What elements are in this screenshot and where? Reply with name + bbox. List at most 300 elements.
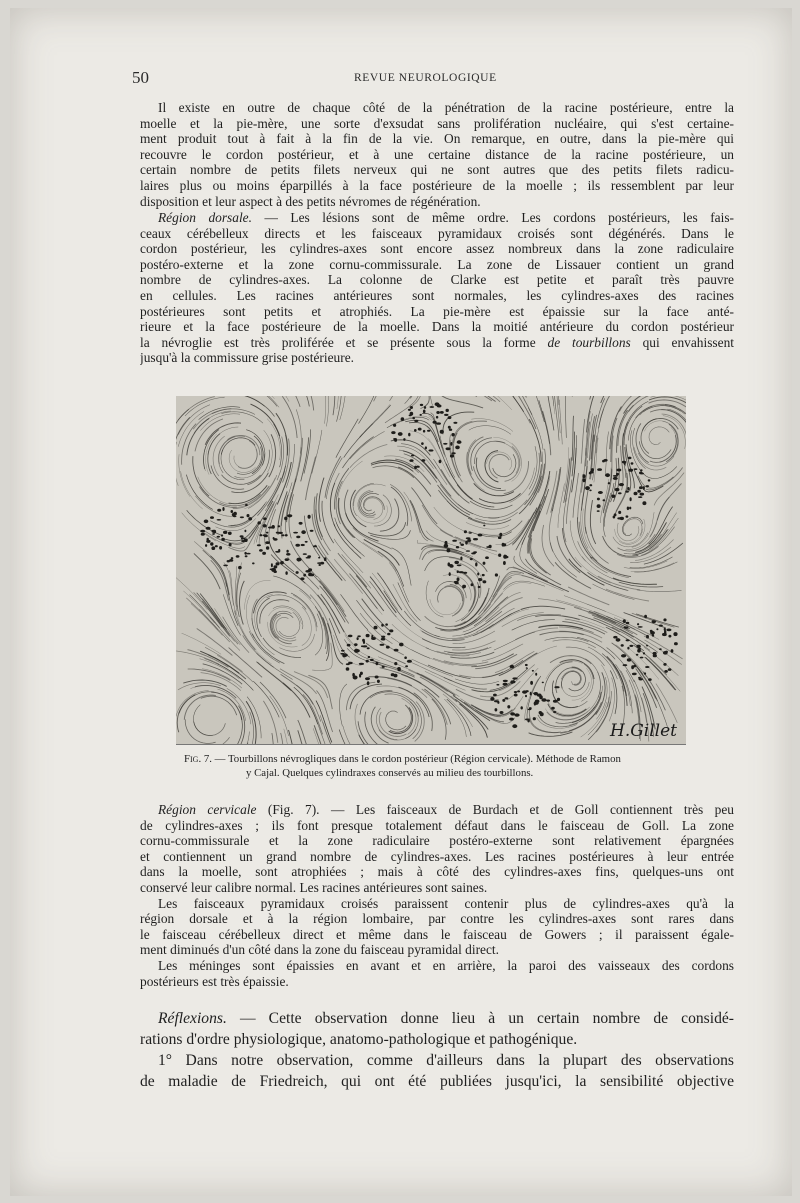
cell-nucleus <box>271 568 276 572</box>
cell-nucleus <box>459 571 464 573</box>
cell-nucleus <box>340 653 344 655</box>
cell-nucleus <box>617 517 621 519</box>
cell-nucleus <box>626 622 630 624</box>
cell-nucleus <box>514 691 517 693</box>
cell-nucleus <box>467 539 471 542</box>
cell-nucleus <box>357 635 361 637</box>
text-line: la névroglie est très proliférée et se présente sous la forme de tourbillons qui envahissent <box>140 334 734 350</box>
cell-nucleus <box>271 563 273 567</box>
cell-nucleus <box>296 536 300 539</box>
cell-nucleus <box>640 473 644 475</box>
cell-nucleus <box>664 632 666 635</box>
cell-nucleus <box>618 492 622 494</box>
cell-nucleus <box>435 402 440 406</box>
cell-nucleus <box>583 474 586 478</box>
cell-nucleus <box>386 646 390 649</box>
cell-nucleus <box>637 490 641 493</box>
cell-nucleus <box>640 493 645 496</box>
cell-nucleus <box>244 530 246 533</box>
cell-nucleus <box>627 507 629 511</box>
section-heading-reflexions: Réflexions. <box>158 1010 227 1027</box>
cell-nucleus <box>533 717 536 720</box>
text-line: postéro-externe et la zone cornu-commissurale. La zone de Lissauer contient un grand <box>140 256 734 272</box>
cell-nucleus <box>425 446 427 449</box>
cell-nucleus <box>275 551 280 553</box>
cell-nucleus <box>668 668 672 671</box>
cell-nucleus <box>352 673 355 677</box>
cell-nucleus <box>393 424 396 427</box>
cell-nucleus <box>503 680 508 682</box>
cell-nucleus <box>266 532 268 534</box>
cell-nucleus <box>371 637 376 640</box>
cell-nucleus <box>454 581 459 583</box>
text-line: moelle et la pie-mère, une sorte d'exsudat sans prolifération nucléaire, qui s'est certaine- <box>140 115 734 131</box>
cell-nucleus <box>455 446 460 450</box>
cell-nucleus <box>532 670 534 672</box>
cell-nucleus <box>498 536 502 539</box>
cell-nucleus <box>499 533 502 537</box>
cell-nucleus <box>514 694 518 697</box>
cell-nucleus <box>478 586 481 588</box>
cell-nucleus <box>440 411 444 414</box>
cell-nucleus <box>475 563 477 567</box>
cell-nucleus <box>205 544 207 547</box>
histology-figure <box>176 396 686 745</box>
cell-nucleus <box>308 515 311 519</box>
cell-nucleus <box>212 533 215 535</box>
cell-nucleus <box>440 430 444 434</box>
text-line: Les faisceaux pyramidaux croisés paraissent contenir plus de cylindres-axes qu'à la <box>158 895 734 911</box>
cell-nucleus <box>420 404 423 406</box>
text-line: rations d'ordre physiologique, anatomo-pathologique et pathogénique. <box>140 1031 578 1048</box>
cell-nucleus <box>259 534 262 536</box>
cell-nucleus <box>659 625 663 627</box>
cell-nucleus <box>663 651 668 655</box>
cell-nucleus <box>454 561 459 564</box>
cell-nucleus <box>217 519 222 521</box>
cell-nucleus <box>466 537 471 539</box>
cell-nucleus <box>446 447 451 450</box>
text-line: ceaux cérébelleux directs et les faisceaux pyramidaux croisés sont dégénérés. Dans le <box>140 225 734 241</box>
cell-nucleus <box>460 544 464 546</box>
cell-nucleus <box>295 544 300 547</box>
cell-nucleus <box>478 534 483 537</box>
cell-nucleus <box>483 580 487 583</box>
cell-nucleus <box>247 514 250 517</box>
cell-nucleus <box>429 449 434 451</box>
cell-nucleus <box>286 550 288 553</box>
cell-nucleus <box>457 440 462 444</box>
cell-nucleus <box>215 545 218 547</box>
cell-nucleus <box>305 541 308 543</box>
cell-nucleus <box>414 466 417 470</box>
text-line: ment diminués d'un côté dans la zone du faisceau pyramidal direct. <box>140 942 500 958</box>
cell-nucleus <box>300 577 304 580</box>
cell-nucleus <box>394 674 398 678</box>
cell-nucleus <box>502 543 506 546</box>
text-line: disposition et leur aspect à des petits névromes de régénération. <box>140 193 481 209</box>
cell-nucleus <box>359 674 361 678</box>
cell-nucleus <box>456 546 459 548</box>
paragraph-region-dorsale <box>140 210 734 366</box>
cell-nucleus <box>598 491 603 494</box>
cell-nucleus <box>589 490 591 492</box>
cell-nucleus <box>608 482 610 484</box>
cell-nucleus <box>252 562 255 564</box>
cell-nucleus <box>621 654 626 657</box>
cell-nucleus <box>210 542 213 545</box>
cell-nucleus <box>630 497 632 501</box>
cell-nucleus <box>652 620 656 623</box>
cell-nucleus <box>414 420 418 422</box>
cell-nucleus <box>494 700 499 702</box>
cell-nucleus <box>616 638 621 642</box>
cell-nucleus <box>348 635 353 638</box>
cell-nucleus <box>391 431 395 434</box>
cell-nucleus <box>223 565 228 567</box>
cell-nucleus <box>366 634 370 637</box>
cell-nucleus <box>246 553 250 555</box>
cell-nucleus <box>652 634 654 636</box>
cell-nucleus <box>597 510 600 512</box>
cell-nucleus <box>626 515 629 517</box>
cell-nucleus <box>257 544 261 546</box>
cell-nucleus <box>659 648 662 650</box>
cell-nucleus <box>407 660 412 663</box>
cell-nucleus <box>582 478 585 482</box>
cell-nucleus <box>643 652 645 654</box>
cell-nucleus <box>404 656 407 659</box>
cell-nucleus <box>444 414 448 416</box>
cell-nucleus <box>276 532 279 534</box>
cell-nucleus <box>412 417 415 419</box>
cell-nucleus <box>221 538 225 541</box>
cell-nucleus <box>403 438 405 441</box>
cell-nucleus <box>490 697 494 701</box>
cell-nucleus <box>398 432 403 436</box>
cell-nucleus <box>633 665 636 668</box>
cell-nucleus <box>258 521 261 524</box>
cell-nucleus <box>517 690 520 692</box>
cell-nucleus <box>450 454 454 457</box>
cell-nucleus <box>539 711 542 714</box>
cell-nucleus <box>362 639 365 642</box>
cell-nucleus <box>525 664 528 666</box>
cell-nucleus <box>542 682 544 684</box>
cell-nucleus <box>627 647 629 650</box>
cell-nucleus <box>217 509 221 512</box>
cell-nucleus <box>310 574 314 577</box>
cell-nucleus <box>623 664 628 666</box>
cell-nucleus <box>666 629 671 632</box>
cell-nucleus <box>446 409 449 412</box>
cell-nucleus <box>285 534 288 536</box>
cell-nucleus <box>507 705 510 708</box>
cell-nucleus <box>613 475 618 477</box>
cell-nucleus <box>503 561 506 565</box>
cell-nucleus <box>223 531 227 534</box>
cell-nucleus <box>274 565 278 568</box>
cell-nucleus <box>341 650 345 652</box>
cell-nucleus <box>367 681 370 685</box>
cell-nucleus <box>466 550 470 552</box>
cell-nucleus <box>377 680 380 683</box>
cell-nucleus <box>206 540 210 543</box>
cell-nucleus <box>405 665 408 667</box>
cell-nucleus <box>401 417 405 421</box>
cell-nucleus <box>370 659 374 661</box>
cell-nucleus <box>636 654 639 656</box>
cell-nucleus <box>210 516 214 519</box>
cell-nucleus <box>616 473 619 476</box>
cell-nucleus <box>644 615 647 618</box>
cell-nucleus <box>245 555 248 557</box>
text-line: cordon postérieur, les cylindres-axes sont encore assez nombreux dans la zone radiculaire <box>140 241 734 257</box>
cell-nucleus <box>381 636 385 638</box>
cell-nucleus <box>303 553 307 555</box>
cell-nucleus <box>299 522 303 525</box>
cell-nucleus <box>505 697 509 699</box>
cell-nucleus <box>424 406 426 409</box>
cell-nucleus <box>473 538 478 540</box>
cell-nucleus <box>636 645 640 648</box>
cell-nucleus <box>346 663 350 665</box>
cell-nucleus <box>663 618 666 621</box>
cell-nucleus <box>357 637 359 640</box>
cell-nucleus <box>510 712 515 715</box>
cell-nucleus <box>460 557 462 561</box>
cell-nucleus <box>611 495 615 498</box>
text-line: postérieures sont petits et atrophiés. La pie-mère est épaissie sur la face anté- <box>140 303 734 319</box>
cell-nucleus <box>640 469 643 471</box>
cell-nucleus <box>627 487 629 490</box>
cell-nucleus <box>632 673 637 676</box>
cell-nucleus <box>553 711 556 713</box>
cell-nucleus <box>482 574 485 576</box>
cell-nucleus <box>408 433 410 437</box>
neuroglia-whorls-illustration <box>176 396 686 744</box>
cell-nucleus <box>664 628 666 631</box>
cell-nucleus <box>498 554 501 557</box>
cell-nucleus <box>648 678 652 681</box>
cell-nucleus <box>394 649 399 652</box>
cell-nucleus <box>374 626 378 630</box>
text-line: dans la moelle, sont atrophiées ; mais à côté des cylindres-axes fins, quelques-uns ont <box>140 864 734 880</box>
cell-nucleus <box>219 546 222 550</box>
cell-nucleus <box>668 635 671 638</box>
cell-nucleus <box>638 648 641 650</box>
cell-nucleus <box>278 525 281 527</box>
cell-nucleus <box>436 422 441 424</box>
cell-nucleus <box>621 644 624 647</box>
cell-nucleus <box>409 459 413 462</box>
cell-nucleus <box>439 460 442 464</box>
cell-nucleus <box>296 571 299 574</box>
cell-nucleus <box>394 438 397 442</box>
cell-nucleus <box>273 537 275 539</box>
text-line: rieure et la face postérieure de la moelle. Dans la moitié antérieure du cordon postérieur <box>140 319 734 335</box>
cell-nucleus <box>301 530 306 534</box>
cell-nucleus <box>222 507 224 511</box>
cell-nucleus <box>530 681 533 685</box>
cell-nucleus <box>200 530 205 533</box>
cell-nucleus <box>448 416 452 419</box>
cell-nucleus <box>436 416 438 419</box>
cell-nucleus <box>477 573 479 576</box>
cell-nucleus <box>629 645 633 647</box>
cell-nucleus <box>471 583 474 586</box>
cell-nucleus <box>526 690 529 692</box>
cell-nucleus <box>623 619 626 623</box>
cell-nucleus <box>221 534 223 536</box>
text-line: 1° Dans notre observation, comme d'ailleurs dans la plupart des observations <box>158 1052 734 1069</box>
cell-nucleus <box>500 711 504 714</box>
cell-nucleus <box>663 663 666 666</box>
cell-nucleus <box>554 686 559 688</box>
cell-nucleus <box>644 672 646 674</box>
cell-nucleus <box>615 488 620 491</box>
cell-nucleus <box>231 557 234 559</box>
text-line: et contiennent un grand nombre de cylindres-axes. Les racines postérieures à leur entrée <box>140 848 734 864</box>
cell-nucleus <box>381 638 386 641</box>
cell-nucleus <box>535 673 537 676</box>
cell-nucleus <box>449 572 451 576</box>
cell-nucleus <box>496 684 499 686</box>
cell-nucleus <box>310 530 314 532</box>
text-line: Il existe en outre de chaque côté de la pénétration de la racine postérieure, entre la <box>158 100 734 115</box>
cell-nucleus <box>671 649 674 653</box>
cell-nucleus <box>276 562 280 565</box>
cell-nucleus <box>410 406 413 409</box>
cell-nucleus <box>533 692 537 694</box>
cell-nucleus <box>287 514 292 517</box>
cell-nucleus <box>605 473 610 477</box>
cell-nucleus <box>656 628 658 630</box>
cell-nucleus <box>459 542 461 544</box>
cell-nucleus <box>421 442 424 445</box>
cell-nucleus <box>551 707 555 710</box>
cell-nucleus <box>206 527 211 530</box>
cell-nucleus <box>539 695 543 699</box>
cell-nucleus <box>423 430 425 433</box>
text-line: région dorsale et à la région lombaire, par contre les cylindres-axes sont rares dans <box>140 911 734 927</box>
running-head: REVUE NEUROLOGIQUE <box>354 72 497 84</box>
cell-nucleus <box>241 537 245 539</box>
cell-nucleus <box>414 429 417 432</box>
text-line: ment produit tout à fait à la fin de la vie. On remarque, en outre, dans la pie-mère qui <box>140 131 734 147</box>
cell-nucleus <box>503 683 508 686</box>
text-line: le faisceau cérébelleux direct et même dans le faisceau de Gowers ; il paraissent égale- <box>140 926 734 942</box>
cell-nucleus <box>486 546 491 548</box>
cell-nucleus <box>638 626 643 628</box>
cell-nucleus <box>653 654 657 657</box>
cell-nucleus <box>347 644 351 647</box>
cell-nucleus <box>457 571 459 574</box>
cell-nucleus <box>399 643 404 647</box>
cell-nucleus <box>546 700 550 702</box>
cell-nucleus <box>433 421 437 424</box>
cell-nucleus <box>603 499 606 501</box>
cell-nucleus <box>465 541 468 545</box>
cell-nucleus <box>281 534 284 536</box>
cell-nucleus <box>645 666 649 668</box>
cell-nucleus <box>638 677 641 679</box>
text-line: postérieurs est très épaissie. <box>140 973 289 989</box>
paragraph-pie-mere <box>140 100 734 209</box>
cell-nucleus <box>640 657 644 659</box>
cell-nucleus <box>634 468 638 470</box>
cell-nucleus <box>674 642 678 645</box>
cell-nucleus <box>367 647 370 649</box>
cell-nucleus <box>642 501 646 505</box>
cell-nucleus <box>293 532 298 534</box>
text-line: de cylindres-axes ; ils font presque totalement défaut dans le faisceau de Goll. La zone <box>140 817 734 833</box>
cell-nucleus <box>553 700 558 703</box>
cell-nucleus <box>303 574 306 577</box>
cell-nucleus <box>301 544 305 546</box>
cell-nucleus <box>296 558 301 562</box>
cell-nucleus <box>262 552 266 555</box>
cell-nucleus <box>324 557 327 561</box>
cell-nucleus <box>259 549 263 552</box>
cell-nucleus <box>646 645 648 647</box>
cell-nucleus <box>387 633 390 636</box>
cell-nucleus <box>245 504 248 506</box>
text-line: recouvre le cordon postérieur, et à une certaine distance de la racine postérieure, un <box>140 146 734 162</box>
cell-nucleus <box>430 406 435 408</box>
cell-nucleus <box>284 517 287 521</box>
text-line: de maladie de Friedreich, qui ont été publiées jusqu'ici, la sensibilité objective <box>140 1073 734 1090</box>
cell-nucleus <box>359 663 364 665</box>
text-line: certain nombre de petits filets nerveux qui ne sont autres que des petits filets radicu- <box>140 162 734 178</box>
text-line: en cellules. Les racines antérieures sont normales, les cylindres-axes des racines <box>140 287 734 303</box>
cell-nucleus <box>416 466 419 468</box>
cell-nucleus <box>232 513 235 516</box>
cell-nucleus <box>463 585 466 588</box>
cell-nucleus <box>634 492 638 496</box>
cell-nucleus <box>464 530 467 533</box>
cell-nucleus <box>457 577 460 581</box>
cell-nucleus <box>411 455 414 457</box>
cell-nucleus <box>397 667 401 670</box>
cell-nucleus <box>285 558 289 561</box>
cell-nucleus <box>646 635 649 639</box>
cell-nucleus <box>509 718 514 721</box>
cell-nucleus <box>527 719 529 722</box>
cell-nucleus <box>447 548 451 552</box>
cell-nucleus <box>510 680 513 683</box>
cell-nucleus <box>375 676 379 679</box>
cell-nucleus <box>495 708 498 711</box>
cell-nucleus <box>512 677 517 679</box>
paragraph-reflexions <box>140 1008 734 1092</box>
cell-nucleus <box>263 524 267 527</box>
cell-nucleus <box>453 422 457 424</box>
figure-caption: Fig. 7. — Tourbillons névrogliques dans le cordon postérieur (Région cervicale). Méthode de Ramon y Cajal. Quelques cylindraxes conservés au milieu des tourbillons. <box>184 753 621 779</box>
section-heading-dorsale: Région dorsale. <box>158 210 252 225</box>
cell-nucleus <box>365 677 370 680</box>
cell-nucleus <box>648 479 651 481</box>
cell-nucleus <box>628 469 633 472</box>
cell-nucleus <box>285 571 287 575</box>
cell-nucleus <box>385 623 388 625</box>
cell-nucleus <box>597 498 600 501</box>
section-heading-cervicale: Région cervicale <box>158 802 257 817</box>
cell-nucleus <box>485 556 489 559</box>
cell-nucleus <box>318 564 321 566</box>
cell-nucleus <box>471 552 476 554</box>
cell-nucleus <box>463 572 467 574</box>
